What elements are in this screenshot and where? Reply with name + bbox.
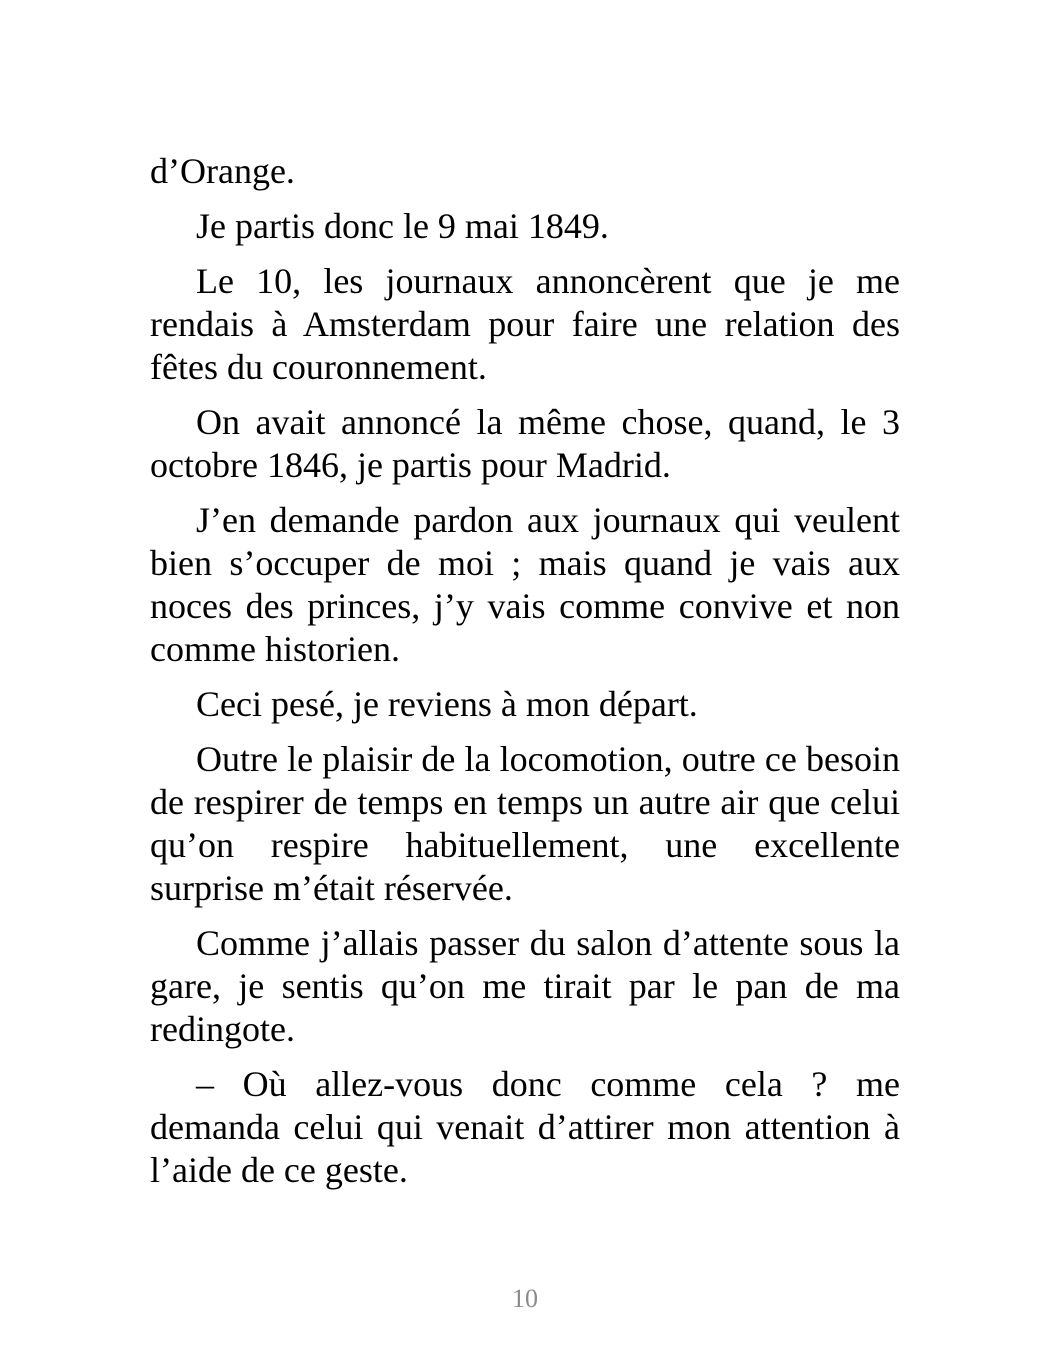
page-body: [150, 150, 900, 1204]
paragraph: Le 10, les journaux annoncèrent que je me rendais à Amsterdam pour faire une relation des fêtes du couronnement.: [150, 261, 900, 387]
page-number: 10: [512, 1284, 538, 1313]
paragraph: Outre le plaisir de la locomotion, outre ce besoin de respirer de temps en temps un autre air que celui qu’on respire habituellement, une excellente surprise m’était réservée.: [150, 739, 900, 908]
paragraph: Je partis donc le 9 mai 1849.: [196, 206, 609, 246]
paragraph: J’en demande pardon aux journaux qui veulent bien s’occuper de moi ; mais quand je vais aux noces des princes, j’y vais comme convive et non comme historien.: [150, 500, 900, 669]
paragraph: Ceci pesé, je reviens à mon départ.: [196, 684, 698, 724]
paragraph: On avait annoncé la même chose, quand, le 3 octobre 1846, je partis pour Madrid.: [150, 402, 900, 485]
paragraph: Comme j’allais passer du salon d’attente sous la gare, je sentis qu’on me tirait par le pan de ma redingote.: [150, 923, 900, 1049]
paragraph: – Où allez-vous donc comme cela ? me demanda celui qui venait d’attirer mon attention à l’aide de ce geste.: [150, 1064, 900, 1190]
paragraph: d’Orange.: [150, 151, 295, 191]
